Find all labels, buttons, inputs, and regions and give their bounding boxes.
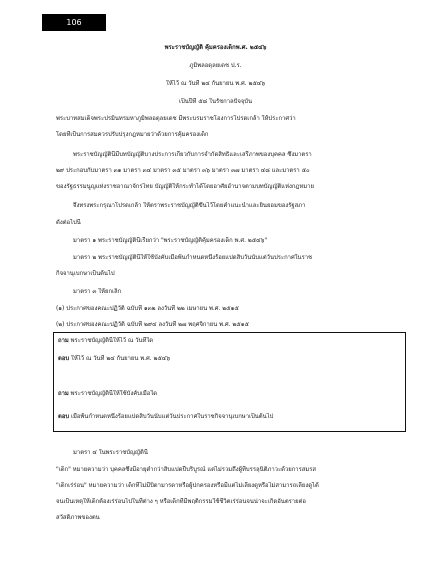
page-number-badge: 106	[42, 14, 106, 31]
question-1-label: ถาม	[58, 338, 69, 344]
preamble-line-1: พระบาทสมเด็จพระปรมินทรมหาภูมิพลอดุลยเดช มีพระบรมราชโองการโปรดเกล้า ให้ประกาศว่า	[56, 116, 296, 122]
definition-street-child: "เด็กเร่ร่อน" หมายความว่า เด็กที่ไม่มีบิดามารดาหรือผู้ปกครองหรือมีแต่ไม่เลี้ยงดูหรือไม่สามารถเลี้ยงดูได้	[56, 483, 319, 489]
answer-1-label: ตอบ	[58, 356, 70, 362]
preamble-line-2: โดยที่เป็นการสมควรปรับปรุงกฎหมายว่าด้วยการคุ้มครองเด็ก	[56, 132, 209, 138]
preamble-line-4: ๒๙ ประกอบกับมาตรา ๓๑ มาตรา ๓๔ มาตรา ๓๕ มาตรา ๓๖ มาตรา ๓๗ มาตรา ๔๘ และมาตรา ๕๐	[56, 168, 310, 174]
answer-1-text: ให้ไว้ ณ วันที่ ๒๔ กันยายน พ.ศ. ๒๕๔๖	[70, 356, 171, 362]
answer-1	[58, 355, 398, 363]
section-2-continued: กิจจานุเบกษาเป็นต้นไป	[56, 271, 115, 277]
question-2-label: ถาม	[58, 391, 69, 397]
definition-street-child-cont: จนเป็นเหตุให้เด็กต้องเร่ร่อนไปในที่ต่าง ๆ หรือเด็กที่มีพฤติกรรมใช้ชีวิตเร่ร่อนจนน่าจะเกิดอันตรายต่อ	[56, 499, 306, 505]
given-date-line: ให้ไว้ ณ วันที่ ๒๔ กันยายน พ.ศ. ๒๕๔๖	[165, 81, 266, 87]
preamble-line-3: พระราชบัญญัตินี้มีบทบัญญัติบางประการเกี่ยวกับการจำกัดสิทธิและเสรีภาพของบุคคล ซึ่งมาตรา	[73, 152, 312, 158]
answer-2-text: เมื่อพ้นกำหนดหนึ่งร้อยแปดสิบวันนับแต่วันประกาศในราชกิจจานุเบกษาเป็นต้นไป	[70, 414, 274, 420]
preamble-line-5: ของรัฐธรรมนูญแห่งราชอาณาจักรไทย บัญญัติให้กระทำได้โดยอาศัยอำนาจตามบทบัญญัติแห่งกฎหมาย	[56, 184, 314, 190]
answer-2	[58, 413, 403, 421]
definition-street-child-end: สวัสดิภาพของตน	[56, 515, 100, 521]
question-1-text: พระราชบัญญัตินี้ให้ไว้ ณ วันที่ใด	[70, 338, 154, 344]
reign-year-line: เป็นปีที่ ๕๘ ในรัชกาลปัจจุบัน	[178, 99, 253, 105]
section-3-item-2: (๒) ประกาศของคณะปฏิวัติ ฉบับที่ ๒๙๔ ลงวันที่ ๒๗ พฤศจิกายน พ.ศ. ๒๕๑๕	[56, 322, 249, 328]
preamble-line-7: ดังต่อไปนี้	[56, 220, 81, 226]
qa-box	[53, 332, 406, 432]
preamble-line-6: จึงทรงพระกรุณาโปรดเกล้า ให้ตราพระราชบัญญัติขึ้นไว้โดยคำแนะนำและยินยอมของรัฐสภา	[73, 203, 306, 209]
definition-child: "เด็ก" หมายความว่า บุคคลซึ่งมีอายุต่ำกว่าสิบแปดปีบริบูรณ์ แต่ไม่รวมถึงผู้ที่บรรลุนิติภาวะด้วยการสมรส	[56, 467, 316, 473]
question-2-text: พระราชบัญญัตินี้ให้ใช้บังคับเมื่อใด	[70, 391, 158, 397]
answer-2-label: ตอบ	[58, 414, 70, 420]
section-2: มาตรา ๒ พระราชบัญญัตินี้ให้ใช้บังคับเมื่อพ้นกำหนดหนึ่งร้อยแปดสิบวันนับแต่วันประกาศในราช	[73, 255, 313, 261]
section-4: มาตรา ๔ ในพระราชบัญญัตินี้	[73, 450, 148, 456]
section-3: มาตรา ๓ ให้ยกเลิก	[73, 289, 122, 295]
section-3-item-1: (๑) ประกาศของคณะปฏิวัติ ฉบับที่ ๑๓๒ ลงวันที่ ๒๒ เมษายน พ.ศ. ๒๕๑๕	[56, 306, 239, 312]
question-2	[58, 390, 398, 398]
question-1	[58, 337, 398, 345]
act-title: พระราชบัญญัติ คุ้มครองเด็กพ.ศ. ๒๕๔๖	[164, 45, 267, 51]
king-signature-line: ภูมิพลอดุลยเดช ป.ร.	[189, 63, 242, 69]
section-1: มาตรา ๑ พระราชบัญญัตินี้เรียกว่า "พระราชบัญญัติคุ้มครองเด็ก พ.ศ. ๒๕๔๖"	[73, 238, 268, 244]
